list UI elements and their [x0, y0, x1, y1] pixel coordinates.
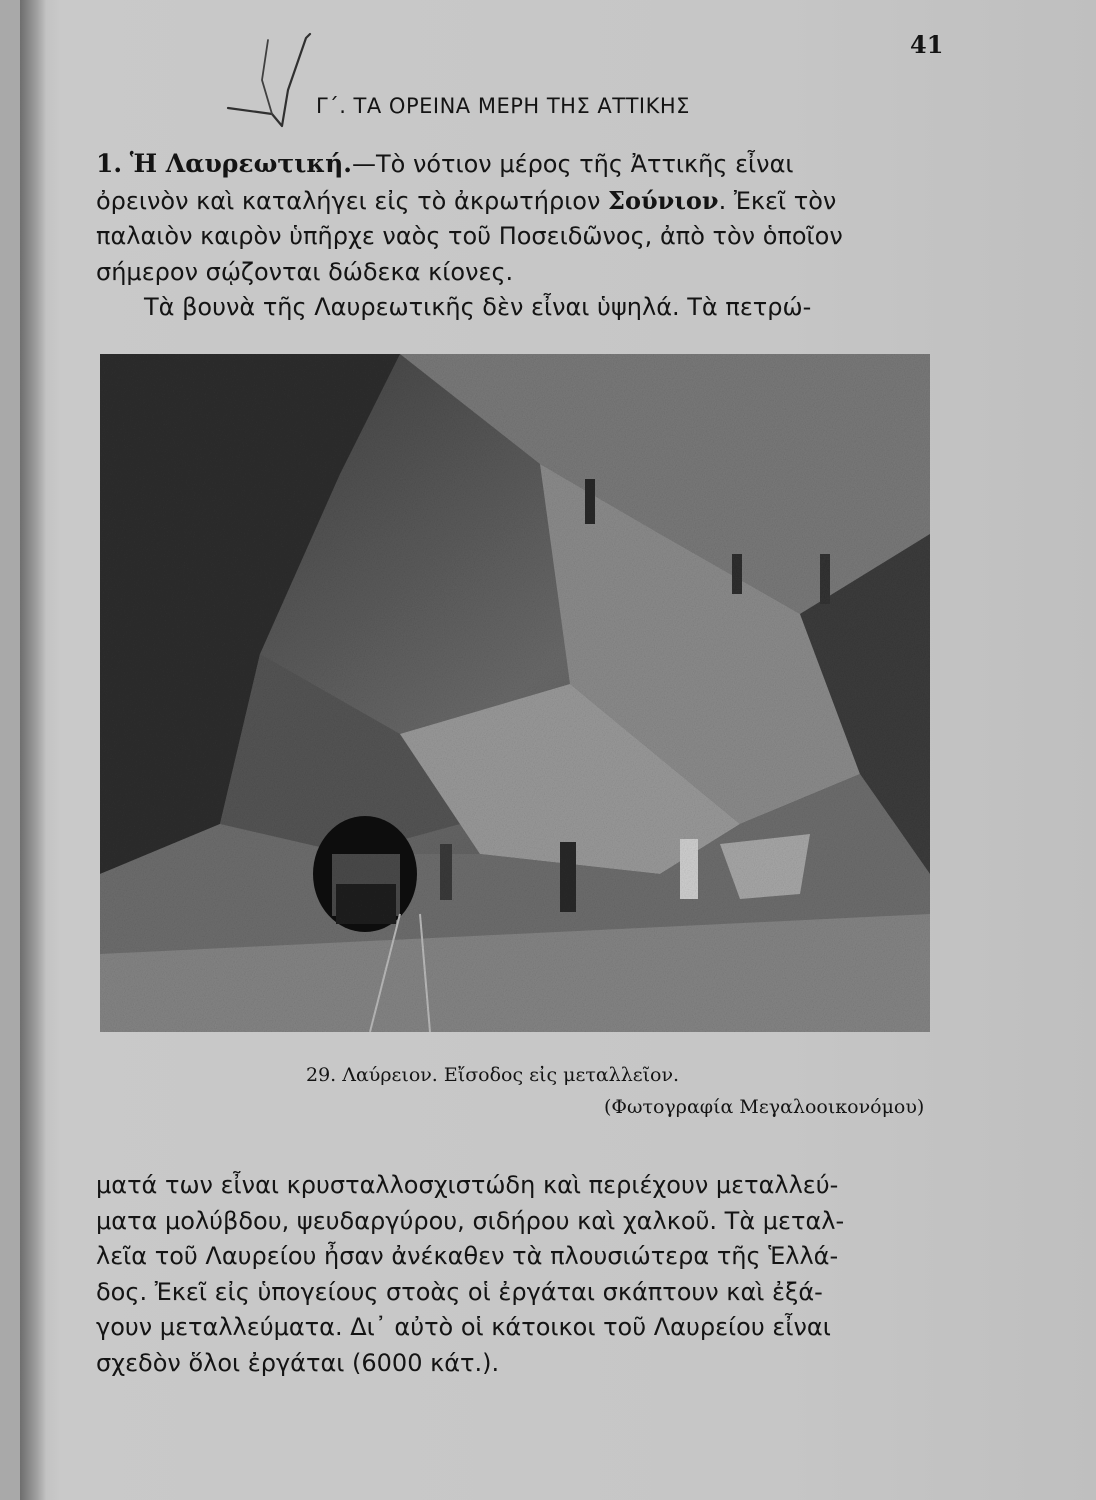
- paragraph-line: Τὰ βουνὰ τῆς Λαυρεωτικῆς δὲν εἶναι ὑψηλά. Τὰ πετρώ-: [144, 293, 812, 321]
- paragraph-line: [96, 146, 956, 183]
- figure-caption: 29. Λαύρειον. Εἴσοδος εἰς μεταλλεῖον.: [306, 1064, 680, 1086]
- page-fold-shadow: [20, 0, 46, 1500]
- paragraph-line: δος. Ἐκεῖ εἰς ὑπογείους στοὰς οἱ ἐργάται σκάπτουν καὶ ἐξά-: [96, 1277, 823, 1306]
- heading-number: 1.: [96, 149, 123, 178]
- figure-credit: (Φωτογραφία Μεγαλοοικονόμου): [604, 1096, 925, 1118]
- paragraph-text: —Τὸ νότιον μέρος τῆς Ἀττικῆς εἶναι: [351, 150, 794, 178]
- paragraph-lavreotiki: [96, 146, 956, 326]
- paragraph-line: [96, 183, 956, 220]
- section-title: Γ΄. ΤΑ ΟΡΕΙΝΑ ΜΕΡΗ ΤΗΣ ΑΤΤΙΚΗΣ: [316, 94, 690, 118]
- paragraph-line: λεῖα τοῦ Λαυρείου ἦσαν ἀνέκαθεν τὰ πλουσιώτερα τῆς Ἑλλά-: [96, 1242, 839, 1270]
- paragraph-mines: [96, 1168, 956, 1381]
- paragraph-line: ματα μολύβδου, ψευδαργύρου, σιδήρου καὶ χαλκοῦ. Τὰ μεταλ-: [96, 1206, 845, 1235]
- paragraph-line: παλαιὸν καιρὸν ὑπῆρχε ναὸς τοῦ Ποσειδῶνος, ἀπὸ τὸν ὁποῖον: [96, 222, 843, 250]
- paragraph-line: σχεδὸν ὅλοι ἐργάται (6000 κάτ.).: [96, 1348, 500, 1377]
- paragraph-line: ματά των εἶναι κρυσταλλοσχιστώδη καὶ περιέχουν μεταλλεύ-: [96, 1171, 839, 1199]
- book-page: [20, 0, 1096, 1500]
- paragraph-text: ὀρεινὸν καὶ καταλήγει εἰς τὸ ἀκρωτήριον: [96, 186, 609, 215]
- paragraph-line: σήμερον σῴζονται δώδεκα κίονες.: [96, 257, 514, 286]
- mine-entrance-photo: [100, 354, 930, 1032]
- emphasis-sounion: Σούνιον: [608, 185, 719, 215]
- heading-title: Ἡ Λαυρεωτική.: [129, 149, 352, 178]
- paragraph-text: . Ἐκεῖ τὸν: [718, 186, 837, 215]
- page-number: 41: [910, 30, 944, 59]
- paragraph-line: γουν μεταλλεύματα. Δι᾿ αὐτὸ οἱ κάτοικοι τοῦ Λαυρείου εἶναι: [96, 1313, 831, 1341]
